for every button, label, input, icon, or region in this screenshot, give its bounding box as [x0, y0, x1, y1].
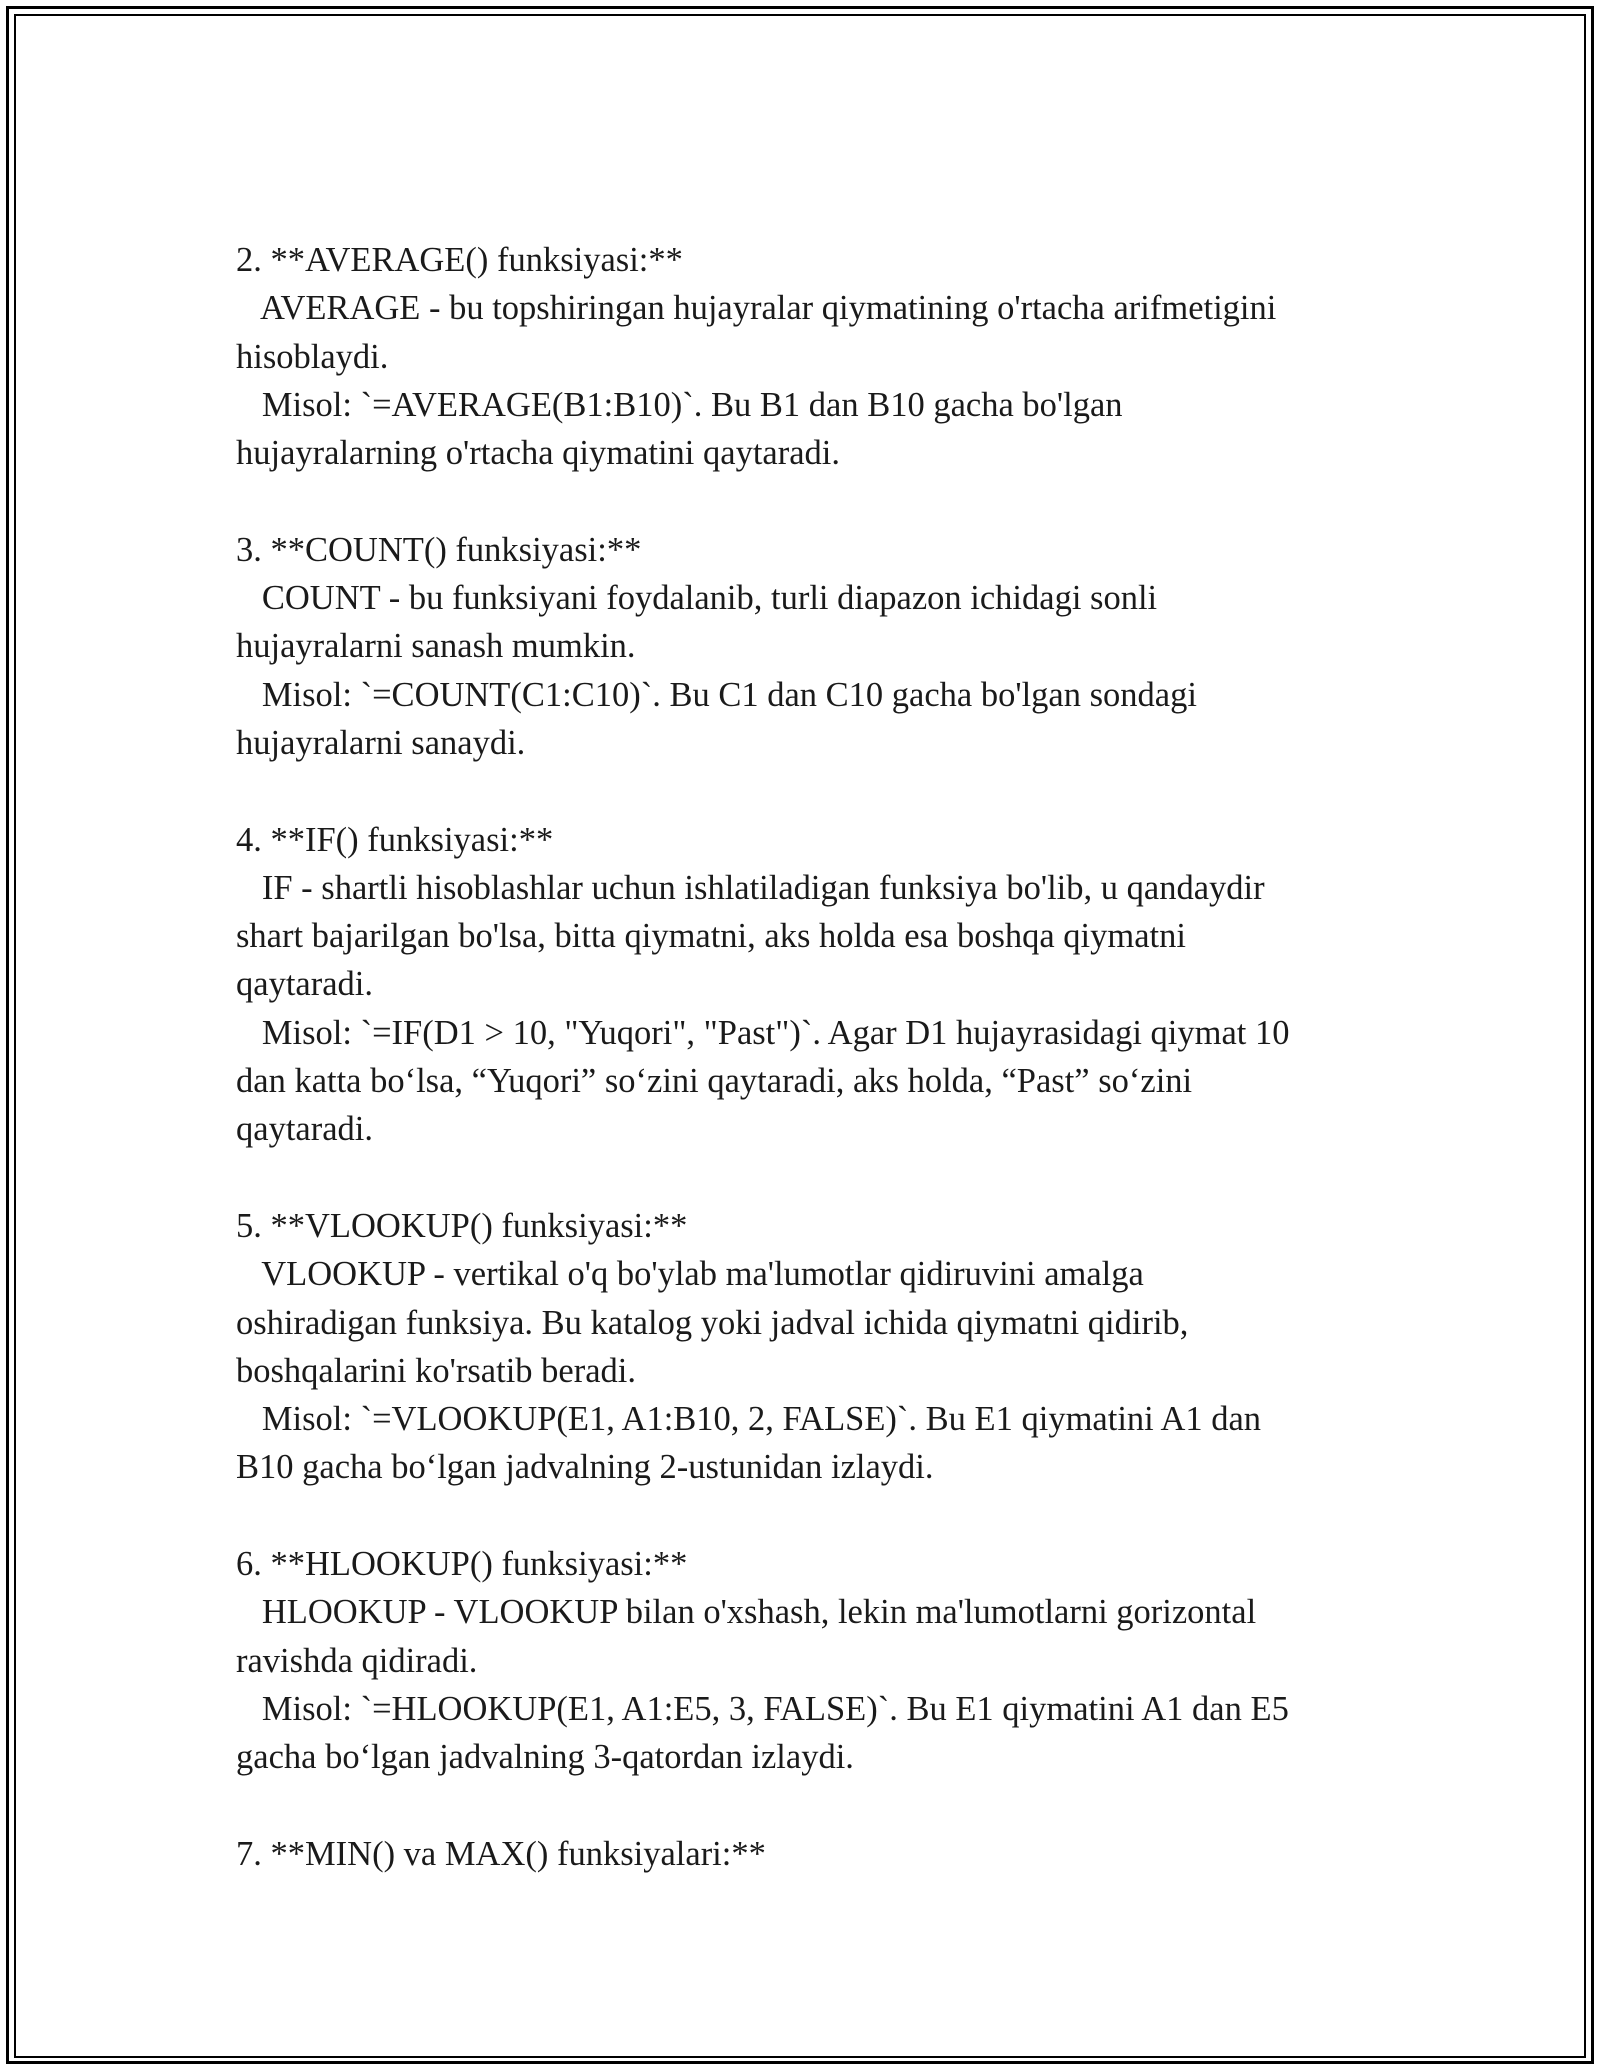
document-body [236, 236, 1396, 1878]
paragraph-line: qaytaradi. [236, 1110, 373, 1149]
blank-line [236, 1492, 1396, 1540]
section-heading: 2. **AVERAGE() funksiyasi:** [236, 241, 683, 279]
paragraph-line: hujayralarni sanash mumkin. [236, 627, 636, 666]
blank-line [236, 477, 1396, 525]
section-heading: 7. **MIN() va MAX() funksiyalari:** [236, 1834, 766, 1873]
paragraph-line: Misol: `=HLOOKUP(E1, A1:E5, 3, FALSE)`. Bu E1 qiymatini A1 dan E5 [236, 1689, 1289, 1728]
blank-line [236, 1782, 1396, 1830]
paragraph-line: AVERAGE - bu topshiringan hujayralar qiymatining o'rtacha arifmetigini [236, 289, 1277, 328]
paragraph-line: qaytaradi. [236, 965, 373, 1004]
paragraph-line: shart bajarilgan bo'lsa, bitta qiymatni, aks holda esa boshqa qiymatni [236, 917, 1186, 956]
paragraph-line: oshiradigan funksiya. Bu katalog yoki jadval ichida qiymatni qidirib, [236, 1303, 1189, 1342]
section-heading: 3. **COUNT() funksiyasi:** [236, 530, 642, 569]
paragraph-line: Misol: `=AVERAGE(B1:B10)`. Bu B1 dan B10 gacha bo'lgan [236, 385, 1123, 424]
section-heading: 4. **IF() funksiyasi:** [236, 820, 554, 859]
paragraph-line: VLOOKUP - vertikal o'q bo'ylab ma'lumotlar qidiruvini amalga [236, 1255, 1144, 1294]
paragraph-line: B10 gacha bo‘lgan jadvalning 2-ustunidan izlaydi. [236, 1448, 934, 1487]
section-count [236, 526, 1396, 767]
section-min-max [236, 1830, 1396, 1878]
paragraph-line: gacha bo‘lgan jadvalning 3-qatordan izlaydi. [236, 1738, 854, 1777]
paragraph-line: hujayralarning o'rtacha qiymatini qaytaradi. [236, 434, 840, 473]
blank-line [236, 1154, 1396, 1202]
section-average [236, 236, 1396, 477]
paragraph-line: hujayralarni sanaydi. [236, 723, 526, 762]
section-if [236, 816, 1396, 1154]
paragraph-line: Misol: `=VLOOKUP(E1, A1:B10, 2, FALSE)`. Bu E1 qiymatini A1 dan [236, 1400, 1262, 1439]
paragraph-line: boshqalarini ko'rsatib beradi. [236, 1351, 636, 1390]
paragraph-line: Misol: `=IF(D1 > 10, "Yuqori", "Past")`. Agar D1 hujayrasidagi qiymat 10 [236, 1013, 1290, 1052]
paragraph-line: COUNT - bu funksiyani foydalanib, turli diapazon ichidagi sonli [236, 579, 1158, 618]
section-heading: 5. **VLOOKUP() funksiyasi:** [236, 1206, 688, 1245]
paragraph-line: IF - shartli hisoblashlar uchun ishlatiladigan funksiya bo'lib, u qandaydir [236, 868, 1265, 907]
paragraph-line: hisoblaydi. [236, 337, 389, 376]
section-hlookup [236, 1540, 1396, 1781]
paragraph-line: HLOOKUP - VLOOKUP bilan o'xshash, lekin ma'lumotlarni gorizontal [236, 1593, 1257, 1632]
blank-line [236, 767, 1396, 815]
paragraph-line: ravishda qidiradi. [236, 1641, 478, 1680]
paragraph-line: Misol: `=COUNT(C1:C10)`. Bu C1 dan C10 gacha bo'lgan sondagi [236, 675, 1197, 714]
section-heading: 6. **HLOOKUP() funksiyasi:** [236, 1545, 688, 1584]
paragraph-line: dan katta bo‘lsa, “Yuqori” so‘zini qaytaradi, aks holda, “Past” so‘zini [236, 1062, 1193, 1101]
section-vlookup [236, 1202, 1396, 1492]
